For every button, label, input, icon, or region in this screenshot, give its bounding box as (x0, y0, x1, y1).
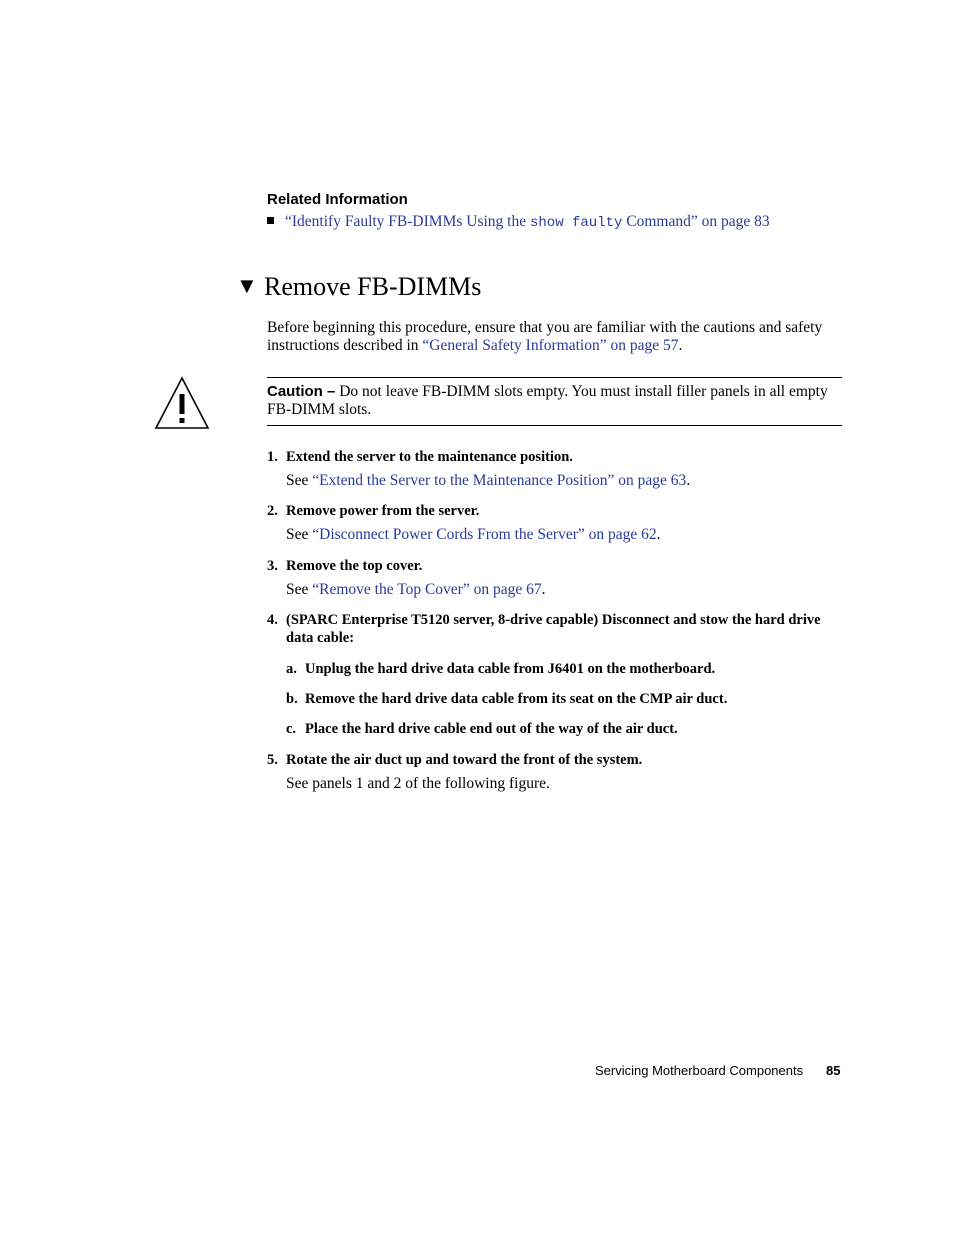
footer-chapter: Servicing Motherboard Components (595, 1063, 804, 1078)
step-see: See “Disconnect Power Cords From the Server” on page 62. (286, 526, 661, 543)
step-see: See “Remove the Top Cover” on page 67. (286, 581, 546, 598)
step-title: Remove power from the server. (286, 503, 480, 519)
step-title: Rotate the air duct up and toward the front of the system. (286, 752, 643, 768)
step-4: 4. (SPARC Enterprise T5120 server, 8-drive capable) Disconnect and stow the hard drive data cable: (267, 611, 842, 647)
step-see: See “Extend the Server to the Maintenance Position” on page 63. (286, 472, 691, 489)
remove-top-cover-link[interactable]: “Remove the Top Cover” on page 67 (312, 581, 542, 598)
maintenance-position-link[interactable]: “Extend the Server to the Maintenance Position” on page 63 (312, 472, 687, 489)
step-title: Remove the top cover. (286, 558, 423, 574)
general-safety-link[interactable]: “General Safety Information” on page 57 (422, 337, 679, 354)
square-bullet-icon (267, 217, 274, 224)
warning-triangle-icon (154, 376, 210, 430)
substep-b: b. Remove the hard drive data cable from its seat on the CMP air duct. (286, 691, 728, 707)
triangle-marker-icon: ▼ (236, 273, 258, 298)
step-2: 2. Remove power from the server. See “Disconnect Power Cords From the Server” on page 62. (267, 502, 842, 544)
step-5: 5. Rotate the air duct up and toward the front of the system. See panels 1 and 2 of the following figure. (267, 751, 842, 793)
substep-a: a. Unplug the hard drive data cable from J6401 on the motherboard. (286, 661, 716, 677)
disconnect-power-link[interactable]: “Disconnect Power Cords From the Server” on page 62 (312, 526, 657, 543)
intro-paragraph: Before beginning this procedure, ensure that you are familiar with the cautions and safety instructions described in “General Safety Information” on page 57. (267, 319, 823, 354)
related-information-heading: Related Information (267, 191, 408, 208)
footer-page-number: 85 (826, 1063, 841, 1078)
section-heading (236, 272, 481, 302)
caution-text: Caution – Do not leave FB-DIMM slots empty. You must install filler panels in all empty FB-DIMM slots. (267, 383, 828, 418)
step-1: 1. Extend the server to the maintenance position. See “Extend the Server to the Maintenance Position” on page 63. (267, 448, 842, 490)
caution-icon-wrapper (154, 376, 210, 435)
step-title: (SPARC Enterprise T5120 server, 8-drive capable) Disconnect and stow the hard drive data cable: (286, 612, 821, 646)
caution-rule-top (267, 377, 842, 378)
step-see: See panels 1 and 2 of the following figure. (286, 775, 550, 792)
page-title: Remove FB-DIMMs (264, 272, 482, 301)
related-link[interactable]: “Identify Faulty FB-DIMMs Using the show faulty Command” on page 83 (285, 213, 770, 231)
step-3: 3. Remove the top cover. See “Remove the Top Cover” on page 67. (267, 557, 842, 599)
related-list-item[interactable] (267, 213, 770, 231)
caution-label: Caution – (267, 383, 336, 400)
caution-rule-bottom (267, 425, 842, 426)
substep-c: c. Place the hard drive cable end out of the way of the air duct. (286, 721, 678, 737)
step-title: Extend the server to the maintenance position. (286, 449, 573, 465)
